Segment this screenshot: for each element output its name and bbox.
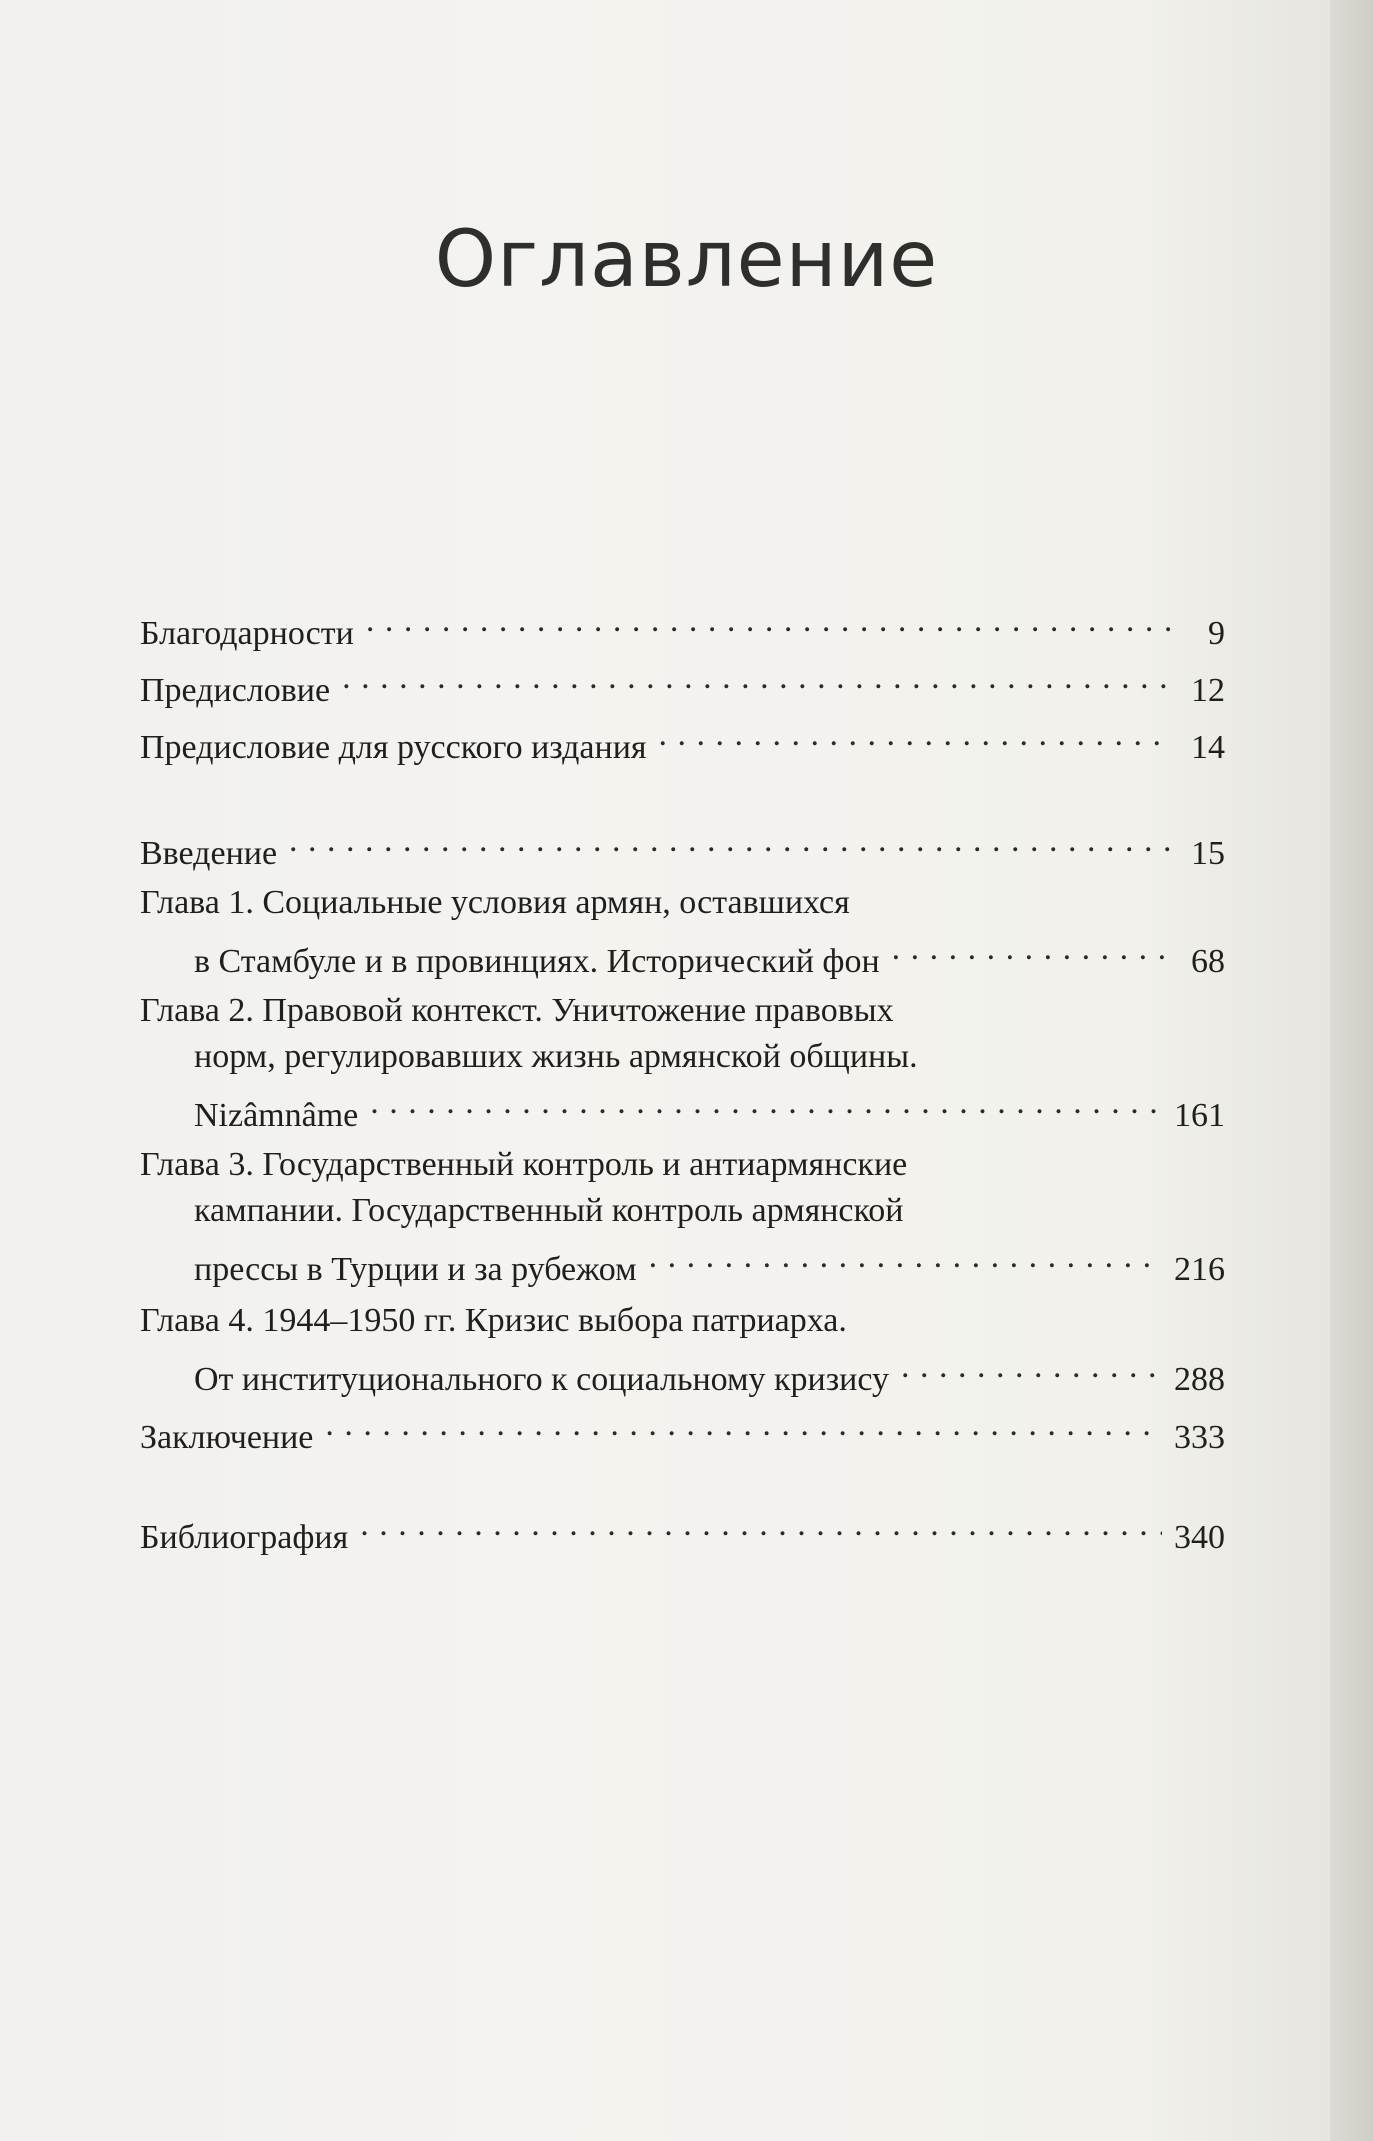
leader-dots	[325, 1402, 1162, 1448]
leader-dots	[360, 1502, 1162, 1548]
toc-entry-label-cont: От институционального к социальному кризису	[194, 1361, 890, 1398]
toc-page-number: 216	[1174, 1251, 1225, 1288]
leader-dots	[649, 1234, 1162, 1280]
toc-page-number: 12	[1191, 672, 1225, 709]
toc-page-number: 288	[1174, 1361, 1225, 1398]
toc-entry-label-cont: норм, регулировавших жизнь армянской общины.	[194, 1038, 918, 1075]
toc-entry-label: Предисловие для русского издания	[140, 729, 647, 766]
toc-entry-label: Заключение	[140, 1419, 314, 1456]
toc-page-number: 15	[1191, 835, 1225, 872]
toc-entry-label: Глава 4. 1944–1950 гг. Кризис выбора патриарха.	[140, 1302, 847, 1339]
toc-entry-chapter-1[interactable]	[140, 880, 1225, 985]
toc-entry-label-cont: Nizâmnâme	[194, 1097, 359, 1134]
leader-dots	[289, 818, 1173, 864]
toc-entry-label-cont: в Стамбуле и в провинциях. Исторический фон	[194, 943, 880, 980]
toc-page-number: 333	[1174, 1419, 1225, 1456]
toc-page-number: 340	[1174, 1519, 1225, 1556]
toc-entry-foreword[interactable]	[140, 655, 1225, 714]
toc-entry-label: Введение	[140, 835, 278, 872]
toc-entry-acknowledgements[interactable]	[140, 598, 1225, 657]
toc-entry-bibliography[interactable]	[140, 1502, 1225, 1561]
toc-entry-label: Глава 2. Правовой контекст. Уничтожение правовых	[140, 992, 894, 1029]
toc-entry-chapter-2[interactable]	[140, 988, 1225, 1139]
toc-entry-label: Предисловие	[140, 672, 331, 709]
toc-page-number: 68	[1191, 943, 1225, 980]
toc-entry-conclusion[interactable]	[140, 1402, 1225, 1461]
page-edge	[1330, 0, 1373, 2141]
toc-page-number: 161	[1174, 1097, 1225, 1134]
leader-dots	[366, 598, 1173, 644]
toc-entry-chapter-4[interactable]	[140, 1298, 1225, 1403]
toc-entry-russian-foreword[interactable]	[140, 712, 1225, 771]
leader-dots	[659, 712, 1173, 758]
page-title: Оглавление	[434, 215, 939, 305]
toc-entry-label: Библиография	[140, 1519, 349, 1556]
toc-entry-label: Глава 3. Государственный контроль и антиармянские	[140, 1146, 908, 1183]
toc-page-number: 9	[1208, 615, 1225, 652]
toc-entry-introduction[interactable]	[140, 818, 1225, 877]
toc-entry-label-cont: прессы в Турции и за рубежом	[194, 1251, 637, 1288]
leader-dots	[892, 926, 1173, 972]
leader-dots	[370, 1080, 1162, 1126]
toc-entry-label: Глава 1. Социальные условия армян, оставшихся	[140, 884, 850, 921]
toc-entry-label: Благодарности	[140, 615, 354, 652]
toc-entry-label-cont: кампании. Государственный контроль армянской	[194, 1192, 904, 1229]
toc-page-number: 14	[1191, 729, 1225, 766]
leader-dots	[342, 655, 1173, 701]
leader-dots	[901, 1344, 1162, 1390]
toc-entry-chapter-3[interactable]	[140, 1142, 1225, 1293]
